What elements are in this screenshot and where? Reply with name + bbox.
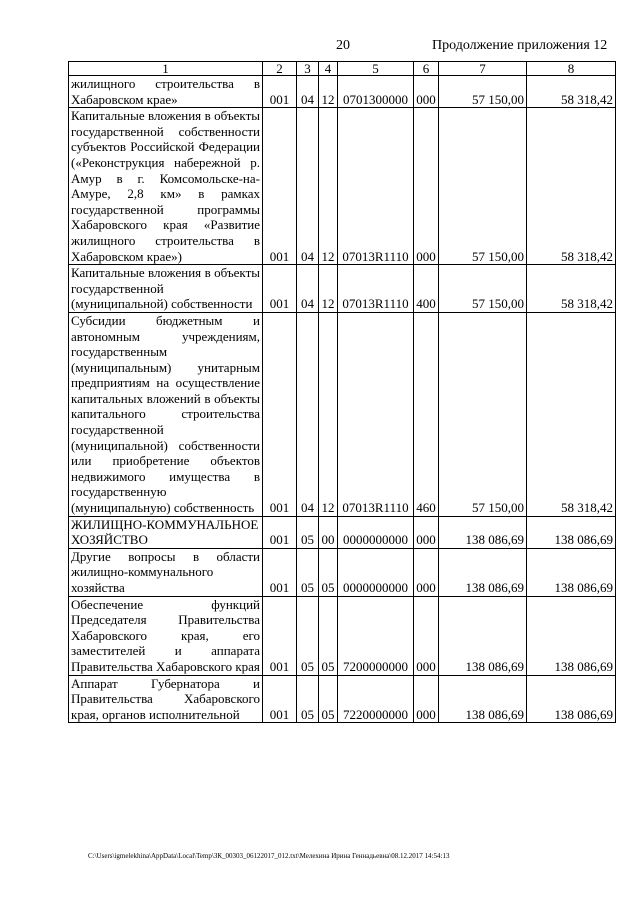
file-path-footer: C:\Users\igmelekhina\AppData\Local\Temp\ЗК_00303_06122017_012.txt\Мелехина Ирина Геннадьевна\08.12.2017 14:54:13 [88,852,450,860]
cell-subsection: 12 [319,76,338,108]
cell-section: 04 [297,312,319,516]
column-header: 5 [338,62,414,76]
row-name: Капитальные вложения в объекты государственной (муниципальной) собственности [69,265,263,313]
cell-subsection: 00 [319,516,338,548]
cell-amount-year-2: 138 086,69 [527,548,616,596]
cell-target-article: 7220000000 [338,675,414,723]
row-name: Другие вопросы в области жилищно-коммунального хозяйства [69,548,263,596]
column-header: 7 [439,62,527,76]
cell-amount-year-2: 138 086,69 [527,675,616,723]
page-number: 20 [336,38,350,53]
cell-expense-type: 000 [414,516,439,548]
cell-expense-type: 400 [414,265,439,313]
row-name: Обеспечение функций Председателя Правительства Хабаровского края, его заместителей и аппарата Правительства Хабаровского края [69,596,263,675]
table-row [69,548,616,596]
table-row [69,675,616,723]
cell-target-article: 0000000000 [338,516,414,548]
row-name: Аппарат Губернатора и Правительства Хабаровского края, органов исполнительной [69,675,263,723]
column-header: 2 [263,62,297,76]
cell-amount-year-1: 57 150,00 [439,265,527,313]
cell-amount-year-1: 138 086,69 [439,675,527,723]
cell-amount-year-2: 58 318,42 [527,265,616,313]
budget-table [68,61,616,723]
column-header: 6 [414,62,439,76]
cell-section: 05 [297,516,319,548]
table-row [69,76,616,108]
cell-ministry-code: 001 [263,596,297,675]
cell-amount-year-2: 58 318,42 [527,312,616,516]
cell-section: 04 [297,108,319,265]
cell-expense-type: 000 [414,675,439,723]
cell-section: 05 [297,675,319,723]
column-header: 1 [69,62,263,76]
cell-target-article: 7200000000 [338,596,414,675]
appendix-caption: Продолжение приложения 12 [432,38,608,53]
row-name: Субсидии бюджетным и автономным учреждениям, государственным (муниципальным) унитарным предприятиям на осуществление капитальных вложений в объекты капитального строительства государственной (муниципальной) собственности или приобретение объектов недвижимого имущества в государственную (муниципальную) собственность [69,312,263,516]
cell-subsection: 05 [319,675,338,723]
cell-amount-year-2: 58 318,42 [527,76,616,108]
row-name: Капитальные вложения в объекты государственной собственности субъектов Российской Федерации («Реконструкция набережной р. Амур в г. Комсомольске-на-Амуре, 2,8 км» в рамках государственной программы Хабаровского края «Развитие жилищного строительства в Хабаровском крае») [69,108,263,265]
cell-expense-type: 000 [414,596,439,675]
cell-subsection: 12 [319,265,338,313]
cell-subsection: 12 [319,108,338,265]
cell-amount-year-1: 138 086,69 [439,596,527,675]
cell-ministry-code: 001 [263,312,297,516]
row-name: ЖИЛИЩНО-КОММУНАЛЬНОЕ ХОЗЯЙСТВО [69,516,263,548]
cell-ministry-code: 001 [263,108,297,265]
table-row [69,596,616,675]
table-row [69,516,616,548]
cell-expense-type: 000 [414,548,439,596]
cell-subsection: 12 [319,312,338,516]
cell-expense-type: 000 [414,108,439,265]
cell-target-article: 0000000000 [338,548,414,596]
cell-amount-year-1: 138 086,69 [439,548,527,596]
cell-target-article: 0701300000 [338,76,414,108]
cell-amount-year-2: 138 086,69 [527,596,616,675]
cell-amount-year-2: 58 318,42 [527,108,616,265]
cell-target-article: 07013R1110 [338,108,414,265]
cell-expense-type: 000 [414,76,439,108]
cell-ministry-code: 001 [263,76,297,108]
cell-ministry-code: 001 [263,516,297,548]
column-header: 3 [297,62,319,76]
row-name: жилищного строительства в Хабаровском крае» [69,76,263,108]
cell-ministry-code: 001 [263,675,297,723]
cell-section: 04 [297,265,319,313]
cell-amount-year-2: 138 086,69 [527,516,616,548]
cell-subsection: 05 [319,548,338,596]
column-header: 8 [527,62,616,76]
cell-section: 05 [297,596,319,675]
cell-section: 05 [297,548,319,596]
cell-amount-year-1: 57 150,00 [439,108,527,265]
column-header: 4 [319,62,338,76]
cell-target-article: 07013R1110 [338,312,414,516]
cell-subsection: 05 [319,596,338,675]
cell-target-article: 07013R1110 [338,265,414,313]
cell-expense-type: 460 [414,312,439,516]
table-row [69,312,616,516]
cell-amount-year-1: 57 150,00 [439,76,527,108]
cell-section: 04 [297,76,319,108]
cell-amount-year-1: 57 150,00 [439,312,527,516]
cell-amount-year-1: 138 086,69 [439,516,527,548]
column-number-row [69,62,616,76]
cell-ministry-code: 001 [263,548,297,596]
table-row [69,108,616,265]
cell-ministry-code: 001 [263,265,297,313]
table-row [69,265,616,313]
